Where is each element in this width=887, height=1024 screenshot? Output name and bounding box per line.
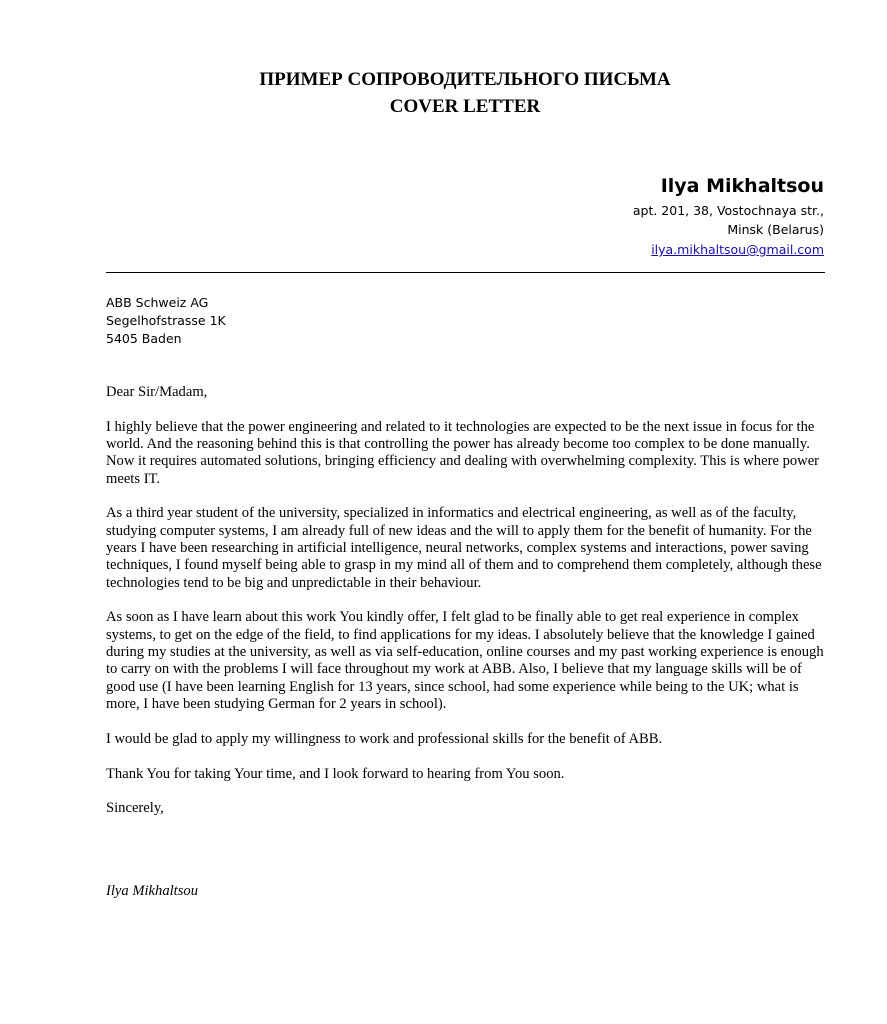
- paragraph-1: I highly believe that the power engineering and related to it technologies are expected to be the next issue in focus for the world. And the reasoning behind this is that controlling the power has already become too complex to be done manually. Now it requires automated solutions, bringing efficiency and dealing with overwhelming complexity. This is where power meets IT.: [106, 418, 820, 487]
- sender-email-link[interactable]: ilya.mikhaltsou@gmail.com: [651, 242, 824, 257]
- document-title: [0, 66, 887, 120]
- recipient-company: ABB Schweiz AG: [106, 295, 209, 310]
- sender-address-line-1: apt. 201, 38, Vostochnaya str.,: [632, 203, 824, 218]
- paragraph-2: As a third year student of the university, specialized in informatics and electrical engineering, as well as of the faculty, studying computer systems, I am already full of new ideas and the will to apply them for the benefit of humanity. For the years I have been researching in artificial intelligence, neural networks, complex systems and interactions, power saving techniques, I found myself being able to grasp in my mind all of them and to comprehend them completely, although these technologies tend to be big and unpredictable in their behaviour.: [106, 505, 822, 591]
- signature: Ilya Mikhaltsou: [106, 883, 199, 899]
- sender-name: Ilya Mikhaltsou: [660, 175, 824, 197]
- closing: Sincerely,: [106, 800, 164, 817]
- paragraph-4: I would be glad to apply my willingness to work and professional skills for the benefit of ABB.: [106, 730, 663, 747]
- paragraph-3: As soon as I have learn about this work You kindly offer, I felt glad to be finally able to get real experience in complex systems, to get on the edge of the field, to find applications for my ideas. I absolutely believe that the knowledge I gained during my studies at the university, as well as via self-education, online courses and my past working experience is enough to carry on with the problems I will face throughout my work at ABB. Also, I believe that my language skills will be of good use (I have been learning English for 13 years, since school, had some experience while being to the UK; what is more, I have been studying German for 2 years in school).: [106, 609, 824, 712]
- paragraph-5: Thank You for taking Your time, and I look forward to hearing from You soon.: [106, 765, 565, 782]
- sender-address-line-2: Minsk (Belarus): [727, 221, 824, 237]
- title-english: COVER LETTER: [389, 96, 541, 117]
- recipient-street: Segelhofstrasse 1K: [106, 313, 226, 328]
- sender-block: [633, 172, 824, 260]
- recipient-city: 5405 Baden: [106, 331, 182, 346]
- recipient-block: [106, 294, 226, 348]
- letter-body: [106, 384, 828, 835]
- title-russian: ПРИМЕР СОПРОВОДИТЕЛЬНОГО ПИСЬМА: [259, 69, 671, 90]
- salutation: Dear Sir/Madam,: [106, 384, 208, 400]
- header-divider: [106, 272, 825, 273]
